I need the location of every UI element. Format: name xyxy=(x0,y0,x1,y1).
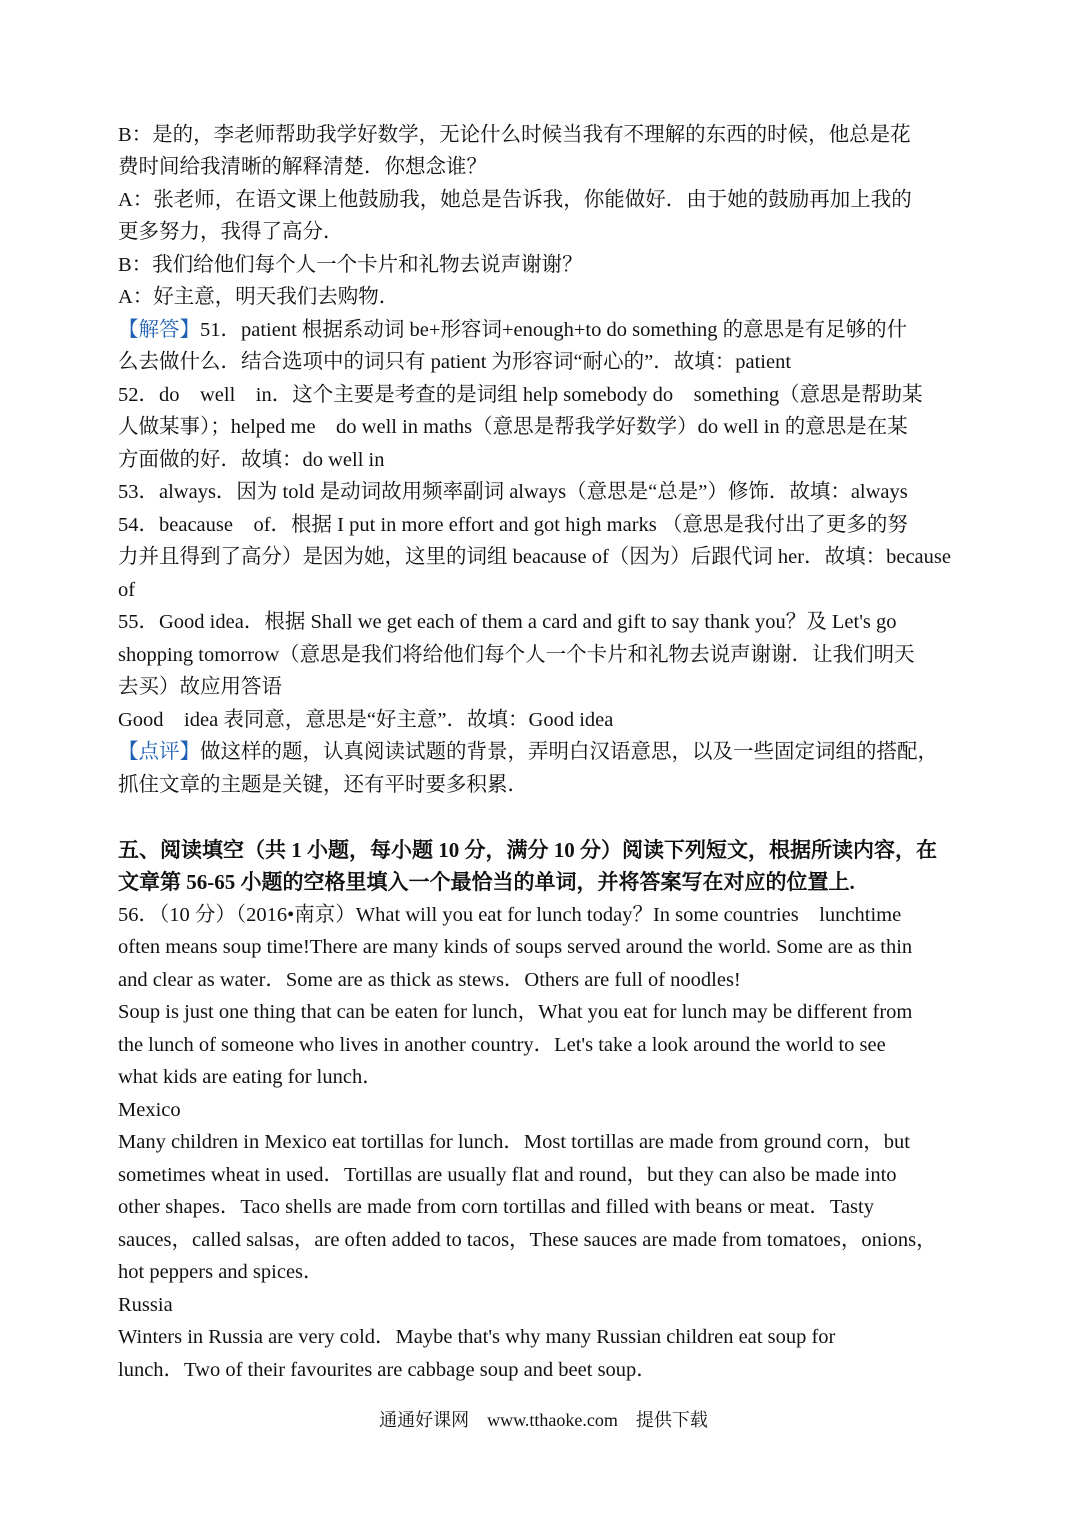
passage-line: the lunch of someone who lives in another country．Let's take a look around the world to see xyxy=(118,1034,886,1056)
passage-line: other shapes．Taco shells are made from corn tortillas and filled with beans or meat．Tasty xyxy=(118,1196,874,1218)
section-heading: 五、阅读填空（共 1 小题，每小题 10 分，满分 10 分）阅读下列短文，根据所读内容，在 xyxy=(118,838,937,862)
comment-line xyxy=(118,737,978,767)
comment-line: 抓住文章的主题是关键，还有平时要多积累． xyxy=(118,774,528,796)
passage-line: sauces，called salsas，are often added to tacos，These sauces are made from tomatoes，onions， xyxy=(118,1229,937,1251)
passage-line: what kids are eating for lunch． xyxy=(118,1066,383,1088)
passage-line: 56．（10 分）（2016•南京）What will you eat for lunch today？In some countries lunchtime xyxy=(118,904,902,926)
passage-line: Winters in Russia are very cold．Maybe that's why many Russian children eat soup for xyxy=(118,1326,836,1348)
answer-line: Good idea 表同意，意思是“好主意”．故填：Good idea xyxy=(118,709,614,731)
passage-line: and clear as water．Some are as thick as stews．Others are full of noodles! xyxy=(118,969,741,991)
answer-line: 52．do well in．这个主要是考查的是词组 help somebody do something（意思是帮助某 xyxy=(118,384,923,406)
answer-line xyxy=(118,315,978,345)
dialogue-line: A：张老师，在语文课上他鼓励我，她总是告诉我，你能做好．由于她的鼓励再加上我的 xyxy=(118,189,912,211)
passage-line: Soup is just one thing that can be eaten for lunch，What you eat for lunch may be different from xyxy=(118,1001,913,1023)
comment-tag: 【点评】 xyxy=(118,741,200,763)
passage-line: lunch．Two of their favourites are cabbage soup and beet soup． xyxy=(118,1359,657,1381)
answer-line: of xyxy=(118,579,136,601)
dialogue-line: B：是的，李老师帮助我学好数学，无论什么时候当我有不理解的东西的时候，他总是花 xyxy=(118,124,911,146)
passage-line: Many children in Mexico eat tortillas for lunch．Most tortillas are made from ground corn，but xyxy=(118,1131,910,1153)
dialogue-line: B：我们给他们每个人一个卡片和礼物去说声谢谢？ xyxy=(118,254,583,276)
answer-line: 人做某事）；helped me do well in maths（意思是帮我学好数学）do well in 的意思是在某 xyxy=(118,416,908,438)
passage-subheading: Mexico xyxy=(118,1099,181,1121)
dialogue-line: 更多努力，我得了高分． xyxy=(118,221,344,243)
passage-line: often means soup time!There are many kinds of soups served around the world. Some are as thin xyxy=(118,936,913,958)
answer-text: 51．patient 根据系动词 be+形容词+enough+to do something 的意思是有足够的什 xyxy=(200,319,908,341)
comment-text: 做这样的题，认真阅读试题的背景，弄明白汉语意思，以及一些固定词组的搭配， xyxy=(200,741,938,763)
answer-line: 53．always．因为 told 是动词故用频率副词 always（意思是“总是”）修饰．故填：always xyxy=(118,481,908,503)
page-footer: 通通好课网 www.tthaoke.com 提供下载 xyxy=(379,1410,708,1430)
dialogue-line: A：好主意，明天我们去购物． xyxy=(118,286,400,308)
answer-tag: 【解答】 xyxy=(118,319,200,341)
passage-subheading: Russia xyxy=(118,1294,173,1316)
passage-line: hot peppers and spices． xyxy=(118,1261,324,1283)
answer-line: 力并且得到了高分）是因为她，这里的词组 beacause of（因为）后跟代词 her．故填：because xyxy=(118,546,951,568)
passage-line: sometimes wheat in used．Tortillas are usually flat and round，but they can also be made into xyxy=(118,1164,897,1186)
section-heading: 文章第 56-65 小题的空格里填入一个最恰当的单词，并将答案写在对应的位置上. xyxy=(118,870,855,894)
answer-line: 方面做的好．故填：do well in xyxy=(118,449,385,471)
answer-line: 么去做什么．结合选项中的词只有 patient 为形容词“耐心的”．故填：patient xyxy=(118,351,792,373)
answer-line: 55．Good idea．根据 Shall we get each of them a card and gift to say thank you？及 Let's go xyxy=(118,611,897,633)
answer-line: 54．beacause of．根据 I put in more effort and got high marks （意思是我付出了更多的努 xyxy=(118,514,908,536)
answer-line: 去买）故应用答语 xyxy=(118,676,282,698)
dialogue-line: 费时间给我清晰的解释清楚．你想念谁？ xyxy=(118,156,487,178)
answer-line: shopping tomorrow（意思是我们将给他们每个人一个卡片和礼物去说声谢谢．让我们明天 xyxy=(118,644,915,666)
